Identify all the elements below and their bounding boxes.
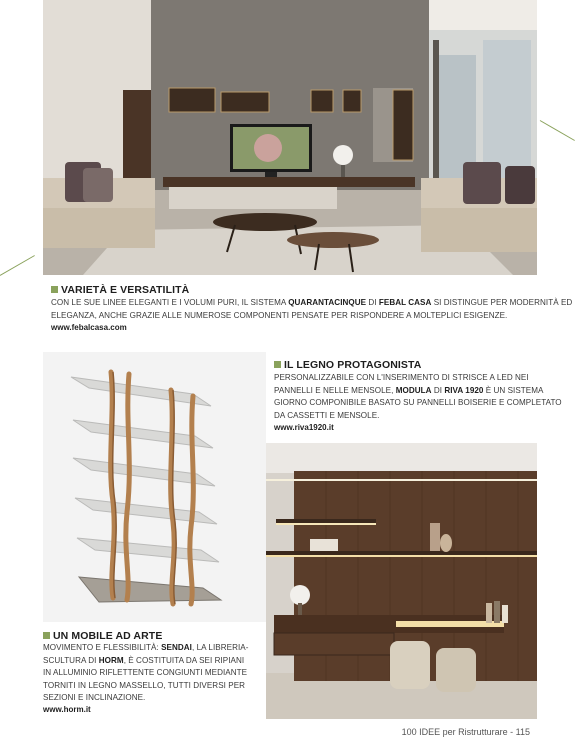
section1-heading xyxy=(51,284,189,296)
section1-url: www.febalcasa.com xyxy=(51,323,127,332)
body-text: PERSONALIZZABILE CON L'INSERIMENTO DI STRISCE A LED NEI xyxy=(274,373,529,382)
section1-heading-text: VARIETÀ E VERSATILITÀ xyxy=(61,284,190,296)
body-line xyxy=(274,372,562,385)
section3-url: www.horm.it xyxy=(43,705,91,714)
brand-name: SENDAI xyxy=(161,643,192,652)
section3-heading-text: UN MOBILE AD ARTE xyxy=(53,630,163,642)
section1-body xyxy=(51,297,572,322)
green-square-icon xyxy=(51,286,58,293)
body-text: PANNELLI E NELLE MENSOLE, xyxy=(274,385,396,395)
section3-body xyxy=(43,642,248,705)
section2-body xyxy=(274,372,562,422)
body-text: DI xyxy=(366,298,379,307)
body-line xyxy=(274,410,562,423)
body-line xyxy=(51,297,572,310)
body-line xyxy=(43,655,248,668)
bookshelf-photo xyxy=(43,352,266,622)
body-text: DA CASSETTI E MENSOLE. xyxy=(274,410,380,420)
section2-url: www.riva1920.it xyxy=(274,423,334,432)
body-text: È UN SISTEMA xyxy=(483,385,544,395)
green-square-icon xyxy=(274,361,281,368)
wood-wall-photo xyxy=(266,443,537,719)
brand-name: RIVA 1920 xyxy=(444,385,484,395)
body-text: GIORNO COMPONIBILE BASATO SU PANNELLI BOISERIE E COMPLETATO xyxy=(274,398,562,408)
brand-name: FEBAL CASA xyxy=(378,298,432,307)
body-text: SI DISTINGUE PER MODERNITÀ ED xyxy=(431,298,573,307)
margin-line-right xyxy=(540,120,575,141)
body-text: SCULTURA DI xyxy=(43,655,99,665)
section3-heading xyxy=(43,630,162,642)
body-text: , LA LIBRERIA- xyxy=(191,643,249,652)
body-text: , È COSTITUITA DA SEI RIPIANI xyxy=(123,655,245,665)
body-text: MOVIMENTO E FLESSIBILITÀ: xyxy=(43,643,162,652)
body-text: IN ALLUMINIO RIFLETTENTE CONGIUNTI MEDIANTE xyxy=(43,668,248,678)
living-room-photo xyxy=(43,0,537,275)
section2-heading xyxy=(274,359,421,371)
body-line xyxy=(43,642,248,655)
green-square-icon xyxy=(43,632,50,639)
body-line xyxy=(274,397,562,410)
margin-line-left xyxy=(0,255,35,276)
body-text: SEZIONI E INCLINAZIONE. xyxy=(43,693,146,703)
section2-heading-text: IL LEGNO PROTAGONISTA xyxy=(284,359,422,371)
body-text: CON LE SUE LINEE ELEGANTI E I VOLUMI PURI, IL SISTEMA xyxy=(51,298,289,307)
brand-name: HORM xyxy=(98,655,124,665)
brand-name: MODULA xyxy=(395,385,432,395)
body-line xyxy=(51,310,572,323)
body-line xyxy=(274,385,562,398)
body-text: ELEGANZA, ANCHE GRAZIE ALLE NUMEROSE COMPONENTI PENSATE PER RISPONDERE A MOLTEPLICI ESIGENZE. xyxy=(51,310,508,320)
body-line xyxy=(43,692,248,705)
body-line xyxy=(43,680,248,693)
body-text: DI xyxy=(431,385,445,395)
body-text: TORNITI IN LEGNO MASSELLO, TUTTI DIVERSI PER xyxy=(43,680,246,690)
page-folio: 100 IDEE per Ristrutturare - 115 xyxy=(401,727,530,737)
brand-name: QUARANTACINQUE xyxy=(288,298,367,307)
body-line xyxy=(43,667,248,680)
